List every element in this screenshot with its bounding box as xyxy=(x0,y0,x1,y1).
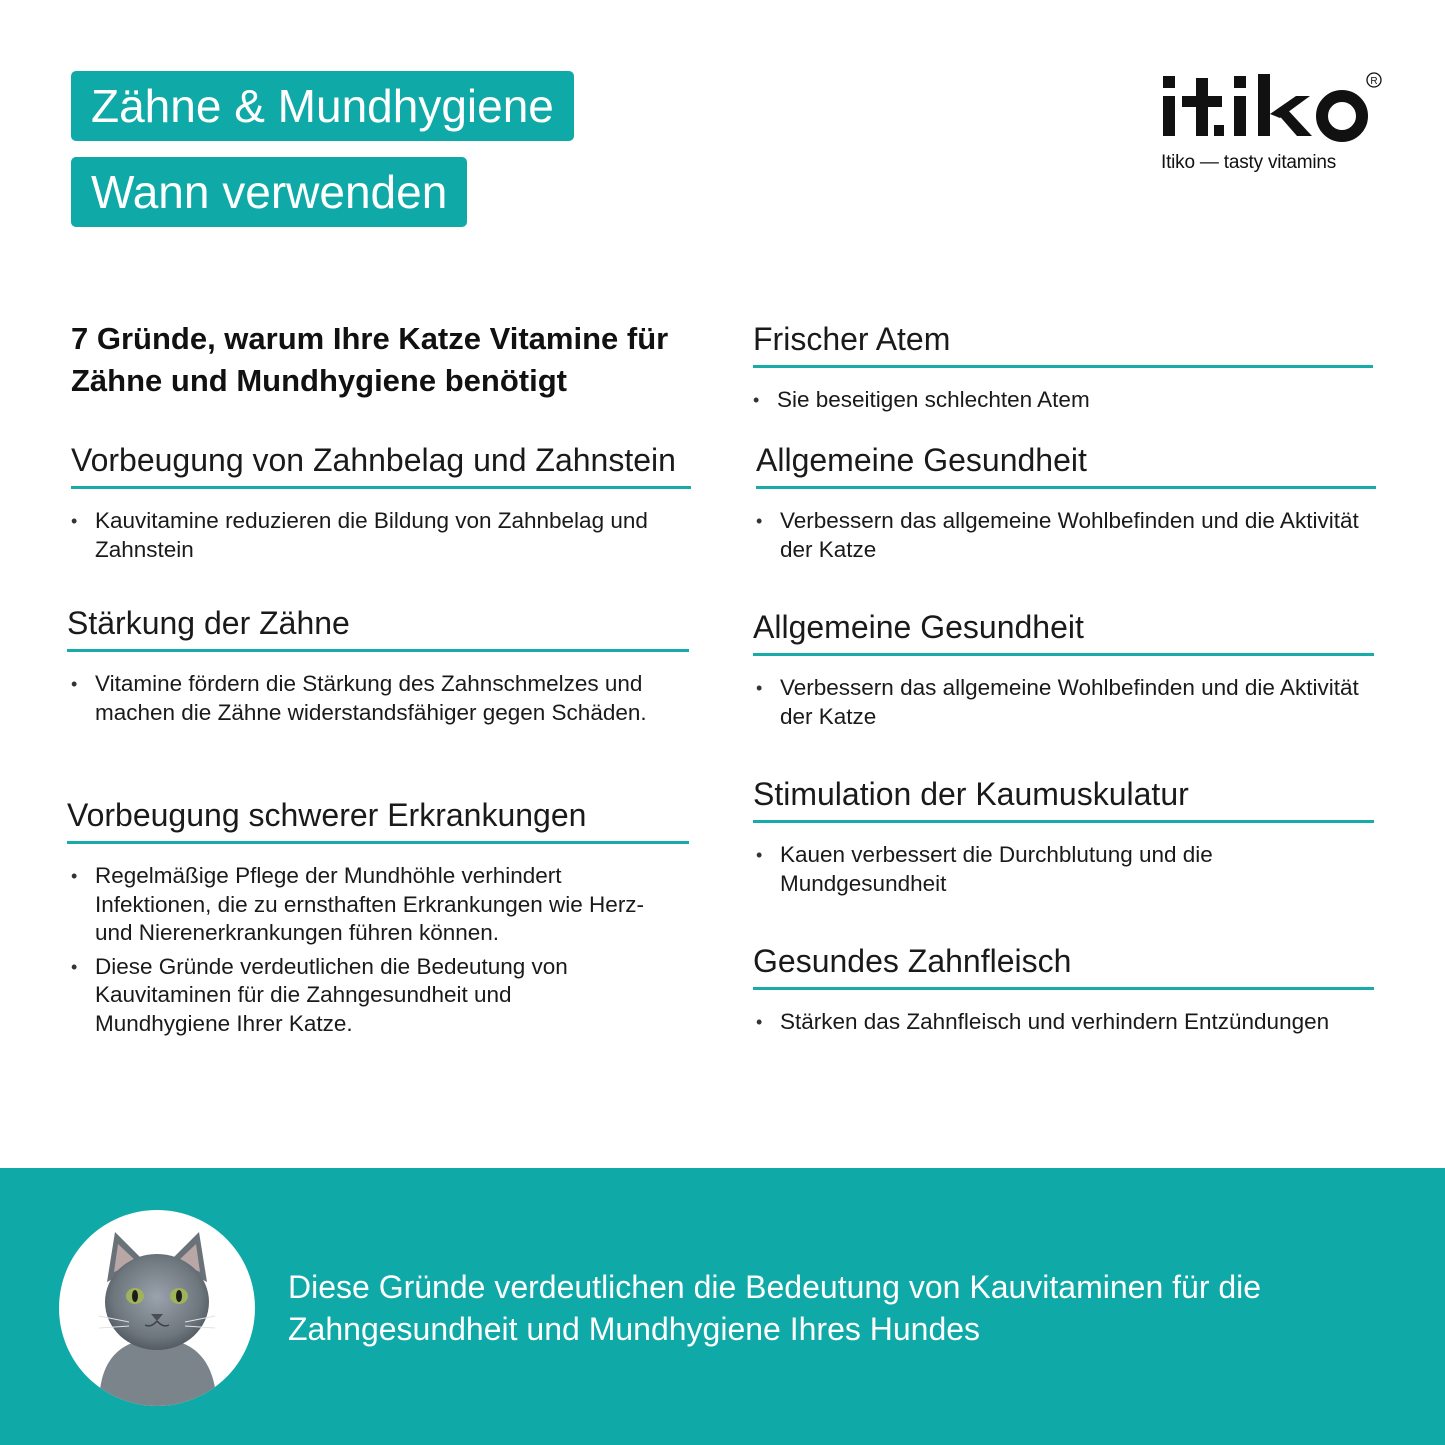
section-title: Frischer Atem xyxy=(753,319,1373,368)
brand-tagline: Itiko — tasty vitamins xyxy=(1161,152,1337,173)
section-fresh-breath xyxy=(753,319,1373,420)
itiko-logo-mark xyxy=(1158,68,1388,148)
cat-image xyxy=(59,1210,255,1406)
bullet-item: • Kauen verbessert die Durchblutung und die Mundgesundheit xyxy=(756,841,1374,898)
section-disease-prevention xyxy=(67,795,689,1043)
section-teeth-strengthening xyxy=(67,603,689,732)
bullet-list xyxy=(756,507,1376,564)
section-title: Stimulation der Kaumuskulatur xyxy=(753,774,1374,823)
bullet-item: • Vitamine fördern die Stärkung des Zahnschmelzes und machen die Zähne widerstandsfähiger gegen Schäden. xyxy=(71,670,689,727)
section-general-health-2 xyxy=(753,607,1374,736)
footer-banner xyxy=(0,1168,1445,1445)
bullet-list xyxy=(67,862,646,1038)
section-title: Allgemeine Gesundheit xyxy=(756,440,1376,489)
bullet-item: • Verbessern das allgemeine Wohlbefinden und die Aktivität der Katze xyxy=(756,507,1376,564)
bullet-list xyxy=(71,507,691,564)
section-title: Stärkung der Zähne xyxy=(67,603,689,652)
section-title: Vorbeugung von Zahnbelag und Zahnstein xyxy=(71,440,691,489)
svg-text:R: R xyxy=(1370,76,1378,87)
bullet-item: • Sie beseitigen schlechten Atem xyxy=(753,386,1373,415)
intro-heading: 7 Gründe, warum Ihre Katze Vitamine für Zähne und Mundhygiene benötigt xyxy=(71,321,669,398)
section-title: Vorbeugung schwerer Erkrankungen xyxy=(67,795,689,844)
page-subtitle-badge: Wann verwenden xyxy=(71,157,467,227)
footer-message: Diese Gründe verdeutlichen die Bedeutung von Kauvitaminen für die Zahngesundheit und Mundhygiene Ihres Hundes xyxy=(288,1269,1262,1347)
section-general-health-1 xyxy=(756,440,1376,569)
section-chewing-muscles xyxy=(753,774,1374,903)
section-plaque-prevention xyxy=(71,440,691,569)
bullet-item: • Stärken das Zahnfleisch und verhindern Entzündungen xyxy=(756,1008,1374,1037)
section-title: Allgemeine Gesundheit xyxy=(753,607,1374,656)
bullet-list xyxy=(67,670,689,727)
bullet-list xyxy=(753,841,1374,898)
cat-illustration xyxy=(59,1210,255,1406)
bullet-list xyxy=(753,386,1373,415)
bullet-item: • Kauvitamine reduzieren die Bildung von Zahnbelag und Zahnstein xyxy=(71,507,691,564)
bullet-item: • Verbessern das allgemeine Wohlbefinden und die Aktivität der Katze xyxy=(756,674,1374,731)
bullet-item: • Regelmäßige Pflege der Mundhöhle verhindert Infektionen, die zu ernsthaften Erkrankungen wie Herz- und Nierenerkrankungen führen können. xyxy=(71,862,646,948)
itiko-logo xyxy=(1158,68,1388,178)
section-healthy-gums xyxy=(753,941,1374,1042)
bullet-list xyxy=(753,1008,1374,1037)
page-title-badge: Zähne & Mundhygiene xyxy=(71,71,574,141)
section-title: Gesundes Zahnfleisch xyxy=(753,941,1374,990)
bullet-item: • Diese Gründe verdeutlichen die Bedeutung von Kauvitaminen für die Zahngesundheit und Mundhygiene Ihrer Katze. xyxy=(71,953,646,1039)
bullet-list xyxy=(753,674,1374,731)
